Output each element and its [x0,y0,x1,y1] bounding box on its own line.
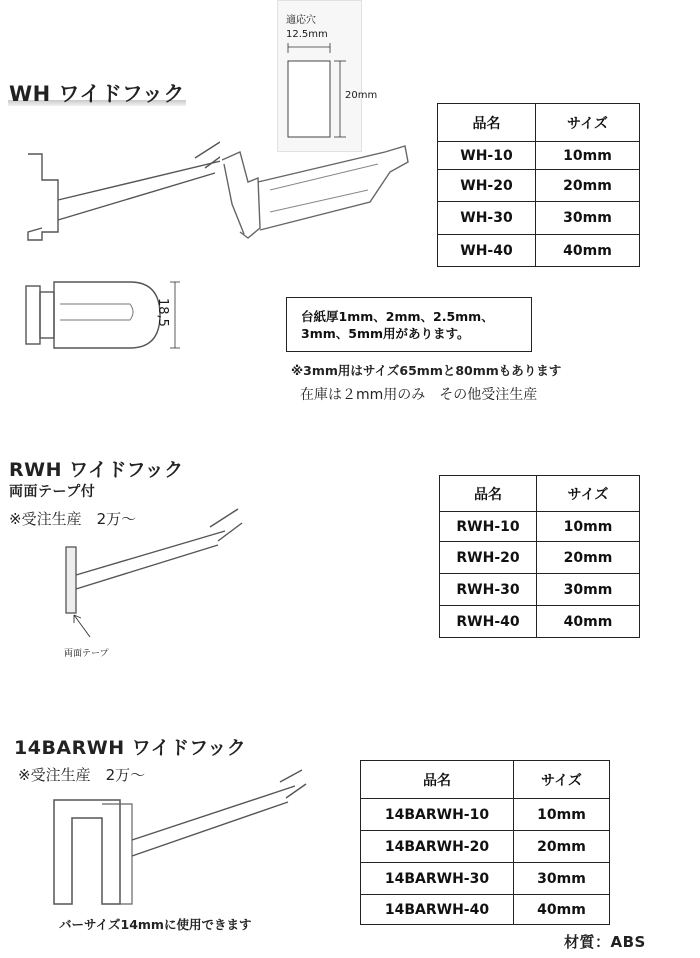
hole-spec-title: 適応穴 [286,15,316,26]
wh-thickness-callout [286,297,532,352]
callout-line: 台紙厚1mm、2mm、2.5mm、 [301,309,494,324]
product-code: WH-20 [438,170,536,202]
hole-height-label: 20mm [345,90,378,101]
wh-stock-note: 在庫は２mm用のみ その他受注生産 [300,387,538,403]
wh-height-dimension: 18,5 [155,298,170,327]
table-row [440,574,640,606]
callout-line: 3mm、5mm用があります。 [301,326,470,341]
bar-hook-illustration [40,768,310,918]
hole-width-label: 12.5mm [286,29,328,40]
table-header: 品名 [438,104,536,142]
rwh-order-note: ※受注生産 2万～ [9,510,137,528]
table-row [361,831,610,863]
product-code: 14BARWH-20 [361,831,514,863]
product-code: WH-10 [438,142,536,170]
product-code: 14BARWH-40 [361,895,514,925]
table-header: 品名 [440,476,537,512]
wh-hook-perspective-illustration [210,142,410,252]
size-value: 10mm [537,512,640,542]
size-value: 20mm [537,542,640,574]
wh-size-note: ※3mm用はサイズ65mmと80mmもあります [291,363,562,378]
hole-diagram [278,1,361,151]
table-row [361,799,610,831]
table-header: 品名 [361,761,514,799]
bar-heading: 14BARWH ワイドフック [14,737,247,759]
wh-hook-side-illustration [20,140,220,250]
table-row [440,512,640,542]
wh-heading: WH ワイドフック [9,82,185,106]
wh-hook-front-illustration [20,268,220,360]
table-row [440,606,640,638]
product-code: RWH-10 [440,512,537,542]
size-value: 30mm [536,202,640,235]
table-row [361,895,610,925]
rwh-size-table [439,475,640,638]
product-code: 14BARWH-10 [361,799,514,831]
size-value: 20mm [514,831,610,863]
size-value: 10mm [536,142,640,170]
table-row [438,170,640,202]
double-tape-label: 両面テープ [64,649,109,659]
size-value: 40mm [537,606,640,638]
product-code: RWH-30 [440,574,537,606]
table-header: サイズ [537,476,640,512]
product-code: WH-40 [438,235,536,267]
table-row [438,235,640,267]
hole-spec-panel [277,0,362,152]
size-value: 10mm [514,799,610,831]
rwh-hook-illustration [60,505,260,650]
size-value: 40mm [514,895,610,925]
table-row [440,542,640,574]
product-code: RWH-20 [440,542,537,574]
product-code: RWH-40 [440,606,537,638]
table-row [361,863,610,895]
bar-order-note: ※受注生産 2万～ [18,766,146,784]
product-code: 14BARWH-30 [361,863,514,895]
size-value: 30mm [537,574,640,606]
size-value: 30mm [514,863,610,895]
table-row [438,142,640,170]
product-code: WH-30 [438,202,536,235]
rwh-heading: RWH ワイドフック [9,459,184,481]
size-value: 40mm [536,235,640,267]
size-value: 20mm [536,170,640,202]
bar-size-table [360,760,610,925]
bar-usage-note: バーサイズ14mmに使用できます [59,917,252,932]
material-label: 材質：ABS [564,933,646,951]
rwh-subheading: 両面テープ付 [9,484,96,500]
table-header: サイズ [514,761,610,799]
table-header: サイズ [536,104,640,142]
table-row [438,202,640,235]
wh-size-table [437,103,640,267]
